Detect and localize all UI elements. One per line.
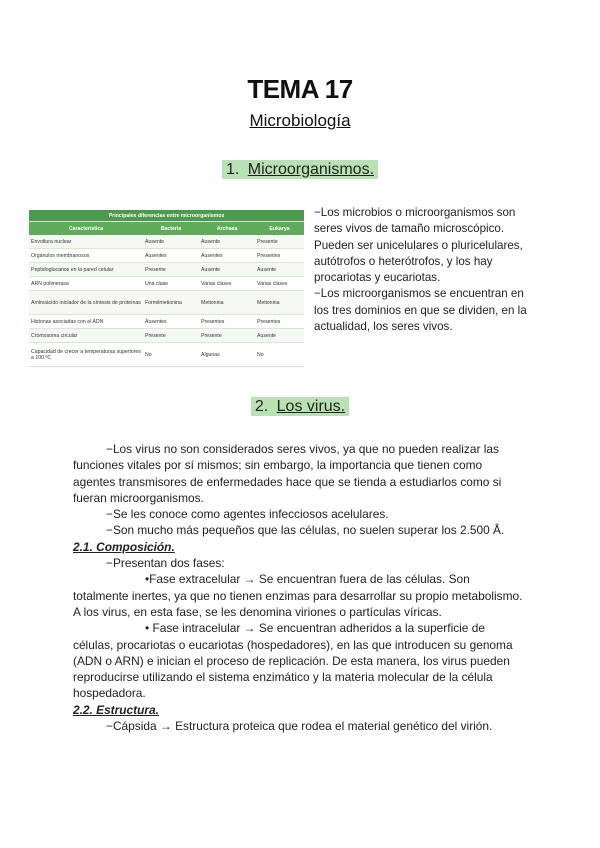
table-cell: Capacidad de crecer a temperaturas superiores a 100 ºC	[29, 343, 143, 367]
paragraph: −Cápsida → Estructura proteica que rodea el material genético del virión.	[106, 719, 493, 734]
table-row	[29, 343, 304, 367]
table-header: Bacteria	[143, 222, 199, 236]
table-cell: Aminoácido iniciador de la síntesis de proteínas	[29, 291, 143, 315]
table-cell: Presentes	[199, 315, 255, 329]
table-cell: Metionina	[255, 291, 304, 315]
paragraph: −Los microorganismos se encuentran en los tres dominios en que se dividen, en la actualidad, los seres vivos.	[314, 287, 527, 334]
table-header: Característica	[29, 222, 143, 236]
table-row	[29, 249, 304, 263]
table-cell: Una clase	[143, 277, 199, 291]
table-cell: Algunas	[199, 343, 255, 367]
table-cell: Histonas asociadas con el ADN	[29, 315, 143, 329]
table-row	[29, 329, 304, 343]
table-header: Eukarya	[255, 222, 304, 236]
microorganisms-description	[314, 205, 532, 335]
table-cell: Presentes	[255, 315, 304, 329]
table-cell: Presente	[143, 329, 199, 343]
table-cell: Ausente	[199, 263, 255, 277]
section-1-heading	[0, 161, 600, 179]
section-2-number: 2.	[254, 398, 269, 415]
table-cell: Ausente	[143, 235, 199, 249]
paragraph: −Son mucho más pequeños que las células, no suelen superar los 2.500 Å.	[106, 523, 505, 538]
table-row	[29, 277, 304, 291]
section-1-label: Microorganismos.	[247, 161, 375, 178]
table-cell: No	[143, 343, 199, 367]
subsection-2-1-heading: 2.1. Composición.	[73, 539, 175, 554]
table-cell: Ausente	[255, 263, 304, 277]
section-1-number: 1.	[225, 161, 240, 178]
table-cell: Ausentes	[143, 315, 199, 329]
subsection-2-2-heading: 2.2. Estructura.	[73, 702, 159, 717]
section-2-heading	[0, 398, 600, 416]
table-cell: Formilmetionina	[143, 291, 199, 315]
table-cell: Metionina	[199, 291, 255, 315]
table-cell: Envoltura nuclear	[29, 235, 143, 249]
paragraph: • Fase intracelular → Se encuentran adheridos a la superficie de células, procariotas o eucariotas (hospedadores), en las que introducen su genoma (ADN o ARN) e inician el proceso de replicación. De esta manera, los virus pueden reproducirse utilizando el sistema enzimático y la materia molecular de la célula hospedadora.	[73, 621, 513, 701]
table-cell: Cromosoma circular	[29, 329, 143, 343]
table-row	[29, 291, 304, 315]
table-cell: Ausentes	[143, 249, 199, 263]
page-title: TEMA 17	[247, 74, 353, 104]
table-cell: Peptidoglucanos en la pared celular	[29, 263, 143, 277]
table-cell: ARN polimerasa	[29, 277, 143, 291]
table-row	[29, 235, 304, 249]
table-cell: Presentes	[255, 249, 304, 263]
section-2-label: Los virus.	[276, 398, 346, 415]
paragraph: •Fase extracelular → Se encuentran fuera de las células. Son totalmente inertes, ya que no tienen enzimas para desarrollar su propio metabolismo. A los virus, en esta fase, se les denomina viriones o partículas víricas.	[73, 572, 523, 619]
paragraph: −Se les conoce como agentes infecciosos acelulares.	[106, 507, 389, 522]
table-cell: Presente	[199, 329, 255, 343]
table-cell: Ausentes	[199, 249, 255, 263]
table-cell: Orgánulos membranosos	[29, 249, 143, 263]
paragraph: −Los virus no son considerados seres vivos, ya que no pueden realizar las funciones vitales por sí mismos; sin embargo, la importancia que tienen como agentes transmisores de enfermedades hace que se tienda a estudiarlos como si fueran microorganismos.	[73, 442, 502, 505]
table-row	[29, 263, 304, 277]
table-cell: Varias clases	[199, 277, 255, 291]
table-cell: Ausente	[199, 235, 255, 249]
table-cell: Presente	[255, 235, 304, 249]
table-cell: Presente	[143, 263, 199, 277]
page-subtitle: Microbiología	[249, 111, 351, 130]
table-row	[29, 315, 304, 329]
table-caption: Principales diferencias entre microorganismos	[29, 210, 304, 222]
paragraph: −Presentan dos fases:	[106, 556, 225, 571]
table-cell: No	[255, 343, 304, 367]
table-cell: Ausente	[255, 329, 304, 343]
virus-section-body	[73, 441, 523, 734]
table-header: Archaea	[199, 222, 255, 236]
microorganisms-table	[29, 210, 304, 367]
paragraph: −Los microbios o microorganismos son seres vivos de tamaño microscópico. Pueden ser unicelulares o pluricelulares, autótrofos o heterótrofos, y los hay procariotas y eucariotas.	[314, 206, 523, 285]
table-cell: Varias clases	[255, 277, 304, 291]
